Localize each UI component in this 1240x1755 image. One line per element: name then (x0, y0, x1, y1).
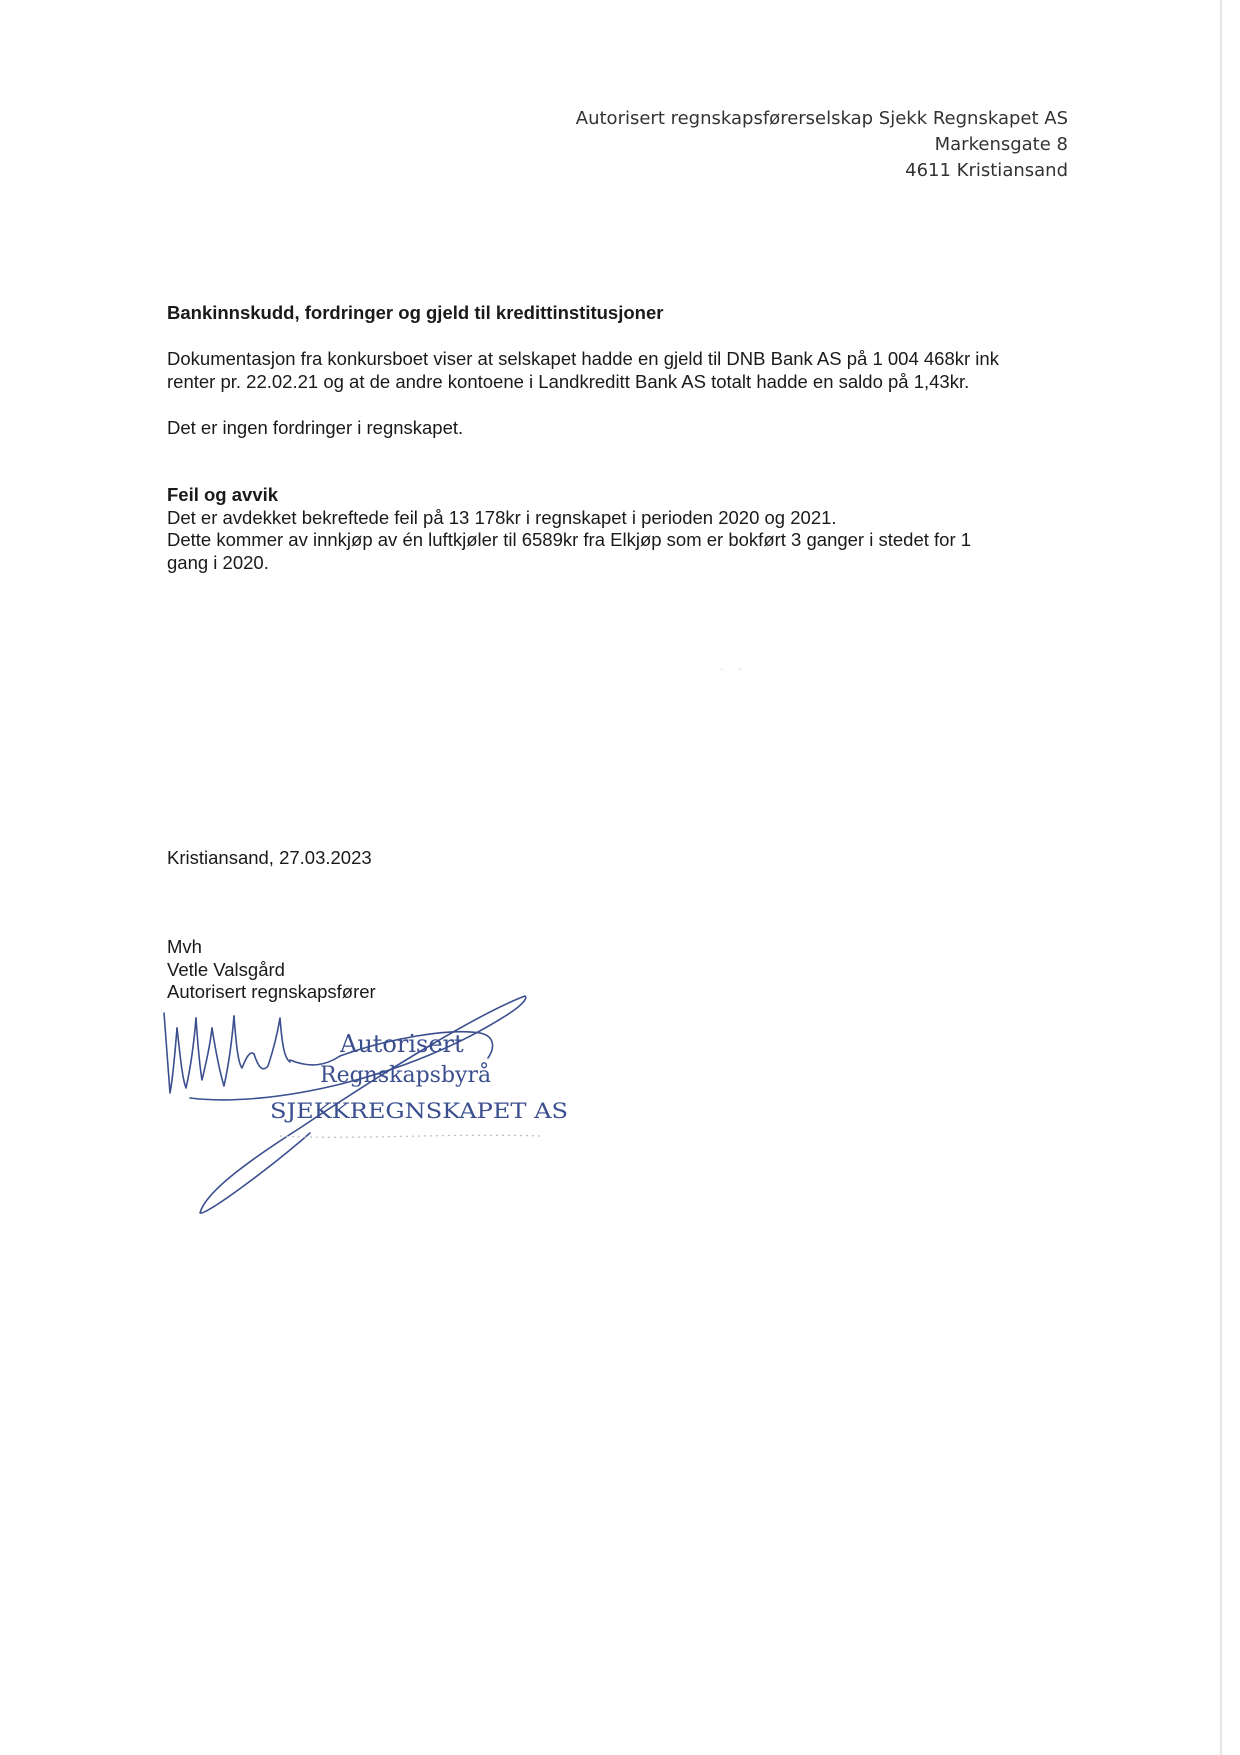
paragraph-line: Det er avdekket bekreftede feil på 13 178kr i regnskapet i perioden 2020 og 2021. (167, 506, 837, 528)
stamp-line: Regnskapsbyrå (320, 1063, 492, 1088)
signature-and-stamp (150, 958, 590, 1228)
section-heading-bank: Bankinnskudd, fordringer og gjeld til kredittinstitusjoner (167, 302, 664, 323)
closing-greeting: Mvh (167, 936, 202, 957)
paragraph-line: Dokumentasjon fra konkursboet viser at selskapet hadde en gjeld til DNB Bank AS på 1 004 468kr ink (167, 348, 999, 369)
sender-company: Autorisert regnskapsførerselskap Sjekk Regnskapet AS (575, 108, 1068, 129)
stamp-line: SJEKKREGNSKAPET AS (270, 1099, 568, 1123)
paragraph-line: renter pr. 22.02.21 og at de andre kontoene i Landkreditt Bank AS totalt hadde en saldo på 1,43kr. (167, 370, 970, 392)
scan-speck: · · (720, 664, 748, 675)
paragraph-receivables: Det er ingen fordringer i regnskapet. (167, 417, 464, 438)
scan-edge (1220, 0, 1222, 1755)
paragraph-line: gang i 2020. (167, 551, 269, 573)
stamp-line: Autorisert (340, 1030, 464, 1058)
stamp-faint-line (280, 1135, 540, 1137)
sender-street: Markensgate 8 (934, 134, 1068, 155)
date-line: Kristiansand, 27.03.2023 (167, 847, 372, 868)
company-stamp (270, 1030, 568, 1137)
sender-city: 4611 Kristiansand (905, 160, 1068, 181)
section-heading-errors: Feil og avvik (167, 484, 279, 505)
signer-name: Vetle Valsgård (167, 958, 285, 980)
paragraph-line: Dette kommer av innkjøp av én luftkjøler til 6589kr fra Elkjøp som er bokført 3 ganger i stedet for 1 (167, 529, 972, 550)
paragraph-bank-debt (167, 348, 1087, 393)
sender-address-block (576, 106, 1068, 184)
section-errors (167, 484, 1087, 574)
signer-title: Autorisert regnskapsfører (167, 981, 376, 1002)
